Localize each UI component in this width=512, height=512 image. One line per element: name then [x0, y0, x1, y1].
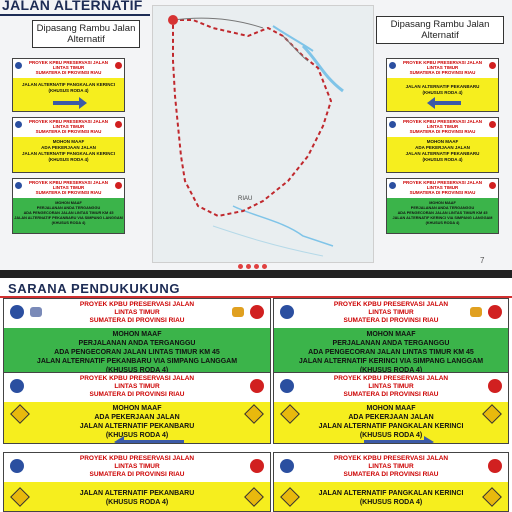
sign-left-2: PROYEK KPBU PRESERVASI JALAN LINTAS TIMUR SUMATERA DI PROVINSI RIAU MOHON MAAF ADA PEKERJAAN JALAN JALAN ALTERNATIF PANGKALAN KERINCI (KHUSUS RODA 4) — [12, 117, 125, 173]
map-pin-icon — [168, 15, 178, 25]
slide-dot — [246, 264, 251, 269]
slide-title-2: SARANA PENDUKUKUNG — [8, 281, 181, 296]
page-number: 7 — [480, 256, 485, 265]
sign-right-3: PROYEK KPBU PRESERVASI JALAN LINTAS TIMUR SUMATERA DI PROVINSI RIAU MOHON MAAF PERJALANAN ANDA TERGANGGU ADA PENGECORAN JALAN LINTAS TIMUR KM 45 JALAN ALTERNATIF KERINCI VIA SIMPANG LANGGAM (KHUSUS RODA 4) — [386, 178, 499, 234]
sign-header: PROYEK KPBU PRESERVASI JALAN — [28, 60, 109, 65]
logo-icon — [115, 121, 122, 128]
logo-icon — [15, 121, 22, 128]
sign-left-1: PROYEK KPBU PRESERVASI JALAN LINTAS TIMUR SUMATERA DI PROVINSI RIAU JALAN ALTERNATIF PANGKALAN KERINCI (KHUSUS RODA 4) — [12, 58, 125, 112]
map-graphic — [153, 6, 373, 262]
logo-icon — [10, 459, 24, 473]
logo-icon — [115, 62, 122, 69]
slide-dot — [254, 264, 259, 269]
slide-dot — [262, 264, 267, 269]
callout-right: Dipasang Rambu Jalan Alternatif — [376, 16, 504, 44]
logo-icon — [389, 121, 396, 128]
logo-icon — [15, 62, 22, 69]
logo-icon — [280, 459, 294, 473]
logo-icon — [250, 379, 264, 393]
slide-dot — [238, 264, 243, 269]
logo-icon — [488, 305, 502, 319]
logo-icon — [489, 121, 496, 128]
logo-icon — [115, 182, 122, 189]
big-sign-yellow-right: PROYEK KPBU PRESERVASI JALAN LINTAS TIMUR SUMATERA DI PROVINSI RIAU MOHON MAAF ADA PEKERJAAN JALAN JALAN ALTERNATIF PANGKALAN KERINCI (KHUSUS RODA 4) — [273, 372, 509, 444]
logo-icon — [489, 182, 496, 189]
logo-icon — [488, 459, 502, 473]
logo-icon — [232, 307, 244, 317]
big-sign-yellow-left-2: PROYEK KPBU PRESERVASI JALAN LINTAS TIMUR SUMATERA DI PROVINSI RIAU JALAN ALTERNATIF PEKANBARU (KHUSUS RODA 4) — [3, 452, 271, 512]
logo-icon — [389, 182, 396, 189]
logo-icon — [15, 182, 22, 189]
logo-icon — [10, 305, 24, 319]
sign-left-3: PROYEK KPBU PRESERVASI JALAN LINTAS TIMUR SUMATERA DI PROVINSI RIAU MOHON MAAF PERJALANAN ANDA TERGANGGU ADA PENGECORAN JALAN LINTAS TIMUR KM 45 JALAN ALTERNATIF PEKANBARU VIA SIMPANG LANGGAM (KHUSUS RODA 4) — [12, 178, 125, 234]
callout-left: Dipasang Rambu Jalan Alternatif — [32, 20, 140, 48]
logo-icon — [280, 379, 294, 393]
logo-icon — [489, 62, 496, 69]
arrow-right-icon — [364, 440, 424, 444]
slide-title: JALAN ALTERNATIF — [2, 0, 143, 13]
sign-right-2: PROYEK KPBU PRESERVASI JALAN LINTAS TIMUR SUMATERA DI PROVINSI RIAU MOHON MAAF ADA PEKERJAAN JALAN JALAN ALTERNATIF PEKANBARU (KHUSUS RODA 4) — [386, 117, 499, 173]
slide-separator — [0, 270, 512, 278]
logo-icon — [30, 307, 42, 317]
logo-icon — [488, 379, 502, 393]
logo-icon — [470, 307, 482, 317]
big-sign-green-right: PROYEK KPBU PRESERVASI JALAN LINTAS TIMUR SUMATERA DI PROVINSI RIAU MOHON MAAF PERJALANAN ANDA TERGANGGU ADA PENGECORAN JALAN LINTAS TIMUR KM 45 JALAN ALTERNATIF KERINCI VIA SIMPANG LANGGAM (KHUSUS RODA 4) — [273, 298, 509, 374]
arrow-left-icon — [124, 440, 184, 444]
arrow-right-icon — [53, 101, 79, 105]
logo-icon — [389, 62, 396, 69]
logo-icon — [280, 305, 294, 319]
map-region-label: RIAU — [238, 196, 253, 202]
logo-icon — [10, 379, 24, 393]
logo-icon — [250, 305, 264, 319]
route-map — [152, 5, 374, 263]
sign-right-1: PROYEK KPBU PRESERVASI JALAN LINTAS TIMUR SUMATERA DI PROVINSI RIAU JALAN ALTERNATIF PEKANBARU (KHUSUS RODA 4) — [386, 58, 499, 112]
logo-icon — [250, 459, 264, 473]
big-sign-yellow-left: PROYEK KPBU PRESERVASI JALAN LINTAS TIMUR SUMATERA DI PROVINSI RIAU MOHON MAAF ADA PEKERJAAN JALAN JALAN ALTERNATIF PEKANBARU (KHUSUS RODA 4) — [3, 372, 271, 444]
title-underline — [0, 14, 150, 16]
big-sign-green-left: PROYEK KPBU PRESERVASI JALAN LINTAS TIMUR SUMATERA DI PROVINSI RIAU MOHON MAAF PERJALANAN ANDA TERGANGGU ADA PENGECORAN JALAN LINTAS TIMUR KM 45 JALAN ALTERNATIF PEKANBARU VIA SIMPANG LANGGAM (KHUSUS RODA 4) — [3, 298, 271, 374]
arrow-left-icon — [435, 101, 461, 105]
big-sign-yellow-right-2: PROYEK KPBU PRESERVASI JALAN LINTAS TIMUR SUMATERA DI PROVINSI RIAU JALAN ALTERNATIF PANGKALAN KERINCI (KHUSUS RODA 4) — [273, 452, 509, 512]
